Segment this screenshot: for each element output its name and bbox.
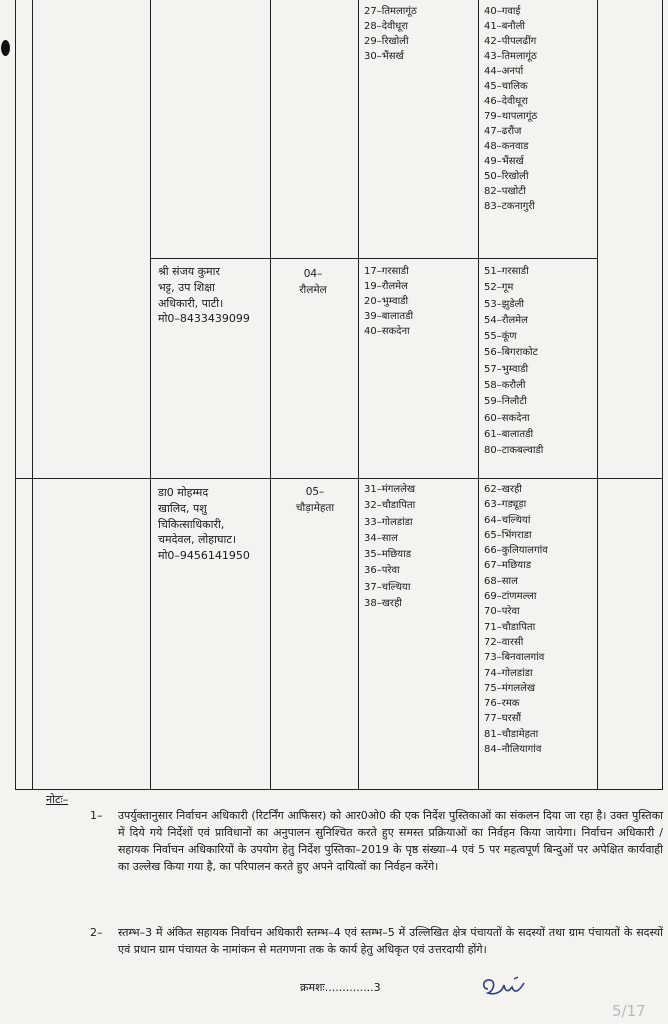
list-item: 41–बनौली (484, 21, 525, 32)
list-item: 63–गड्यूड़ा (484, 499, 527, 511)
list-item: 65–भिंगराडा (484, 529, 532, 541)
list-item: 60–सकदेना (484, 412, 530, 424)
block-title: चौड़ामेहता (295, 502, 335, 514)
list-item: 47–ढरौंज (484, 126, 522, 137)
officer-details (158, 485, 250, 564)
list-item: 56–बिगराकोट (484, 347, 538, 359)
list-item: 17–गरसाडी (364, 266, 409, 277)
list-item: 61–बालातडी (484, 428, 534, 440)
list-item: 58–करौली (484, 380, 526, 392)
gram-panchayat-list (484, 264, 543, 460)
note-text: उपर्युक्तानुसार निर्वाचन अधिकारी (रिटर्निंग आफिसर) को आर0ओ0 की एक निर्देश पुस्तिकाओं का संकलन दिया जा रहा है। उक्त पुस्तिका में दिये गये निर्देशों एवं प्राविधानों का अनुपालन सुनिश्चित करते हुए समस्त प्रक्रियाओं का निर्वहन किया जायेगा। निर्वाचन अधिकारी / सहायक निर्वाचन अधिकारियों के उपयोग हेतु निर्देश पुस्तिका–2019 के पृष्ठ संख्या–4 एवं 5 पर महत्वपूर्ण बिन्दुओं पर अपेक्षित कार्यवाही का उल्लेख किया गया है, का परिपालन करते हुए अपने दायित्वों का निर्वहन करेंगे। (118, 809, 663, 873)
list-item: 57–भुम्वाडी (484, 363, 529, 375)
list-item: 28–देवीधूरा (364, 21, 409, 32)
list-item: 81–चौडामेहता (484, 728, 539, 740)
gram-panchayat-list (484, 482, 548, 757)
list-item: 75–मंगललेख (484, 682, 536, 694)
list-item: 42–पीपलढींग (484, 36, 537, 47)
officer-details (158, 264, 250, 327)
list-item: 48–कनवाड (484, 141, 529, 152)
block-name (283, 266, 343, 298)
ward-members-list (364, 4, 417, 64)
list-item: 51–गरसाडी (484, 266, 529, 277)
block-code: 04– (303, 268, 323, 280)
list-item: 70–परेवा (484, 606, 520, 618)
list-item: 59–निलौटी (484, 396, 527, 408)
list-item: 53–झुडेली (484, 298, 525, 310)
list-item: 46–देवीधूरा (484, 96, 529, 107)
punch-hole (1, 40, 10, 56)
officer-line: मो0–9456141950 (158, 549, 250, 563)
list-item: 54–रौलमेल (484, 314, 528, 326)
list-item: 68–साल (484, 575, 518, 587)
list-item: 35–मछियाड (364, 549, 412, 561)
list-item: 30–भैंसर्ख (364, 51, 404, 62)
list-item: 74–गोलडांडा (484, 667, 533, 679)
list-item: 34–साल (364, 532, 398, 544)
list-item: 37–चल्थिया (364, 581, 411, 593)
ward-members-list (364, 264, 413, 339)
list-item: 27–तिमलागूंठ (364, 6, 417, 17)
list-item: 67–मछियाड (484, 560, 532, 572)
list-item: 20–भुम्वाडी (364, 296, 409, 307)
list-item: 40–सकदेना (364, 326, 410, 337)
note-text: स्तम्भ–3 में अंकित सहायक निर्वाचन अधिकारी स्तम्भ–4 एवं स्तम्भ–5 में उल्लिखित क्षेत्र पंचायतों के सदस्यों तथा ग्राम पंचायतों के सदस्यों एवं प्रधान ग्राम पंचायत के नामांकन से मतगणना तक के कार्य हेतु अधिकृत एवं उत्तरदायी होंगे। (118, 926, 663, 956)
page-number: 5/17 (612, 1002, 646, 1020)
list-item: 77–घरसौं (484, 713, 522, 725)
officer-line: अधिकारी, पाटी। (158, 296, 224, 310)
officer-line: भट्ट, उप शिक्षा (158, 280, 215, 294)
list-item: 82–पखोटी (484, 186, 526, 197)
list-item: 76–रमक (484, 698, 520, 710)
list-item: 36–परेवा (364, 565, 400, 577)
list-item: 64–चल्थियां (484, 514, 531, 526)
list-item: 43–तिमलागूंठ (484, 51, 537, 62)
list-item: 83–टकनागुरी (484, 201, 535, 212)
list-item: 72–वारसी (484, 636, 524, 648)
officer-line: खालिद, पशु (158, 501, 207, 515)
block-code: 05– (305, 486, 325, 498)
list-item: 52–गूम (484, 282, 514, 294)
list-item: 69–टांणमल्ला (484, 591, 537, 603)
list-item: 62–खरही (484, 484, 522, 495)
officer-line: श्री संजय कुमार (158, 265, 220, 278)
list-item: 49–भैंसर्ख (484, 156, 524, 167)
list-item: 31–मंगललेख (364, 484, 416, 495)
officer-line: चमदेवल, लोहाघाट। (158, 533, 237, 547)
list-item: 38–खरही (364, 598, 402, 610)
note-number: 1– (90, 809, 103, 822)
officer-line: मो0–8433439099 (158, 312, 250, 326)
list-item: 32–चौडापिता (364, 500, 416, 512)
notes-title: नोटः– (46, 793, 69, 806)
gram-panchayat-list (484, 4, 537, 214)
list-item: 80–टाकबल्वाडी (484, 445, 544, 457)
block-title: रौलमेल (299, 284, 327, 296)
list-item: 71–चौडापिता (484, 621, 536, 633)
list-item: 84–नौलियागांव (484, 744, 542, 756)
list-item: 40–गवाई (484, 6, 521, 17)
list-item: 29–रिखोली (364, 36, 409, 47)
list-item: 55–कूंण (484, 331, 517, 343)
list-item: 73–बिनवालगांव (484, 652, 545, 664)
continued-text: क्रमशः..............3 (300, 981, 381, 994)
list-item: 44–अनर्पा (484, 66, 524, 77)
officer-line: डा0 मोहम्मद (158, 486, 209, 499)
list-item: 33–गोलडांडा (364, 516, 413, 528)
list-item: 39–बालातडी (364, 311, 414, 322)
list-item: 50–रिखोली (484, 171, 529, 182)
note-number: 2– (90, 926, 103, 939)
block-name (280, 484, 350, 516)
list-item: 79–थापलागूंठ (484, 111, 538, 122)
officer-line: चिकित्साधिकारी, (158, 517, 225, 531)
signature-mark (478, 975, 530, 1005)
ward-members-list (364, 482, 415, 612)
list-item: 45–चालिक (484, 81, 528, 92)
list-item: 66–कुलियालगांव (484, 545, 548, 557)
list-item: 19–रौलमेल (364, 281, 408, 292)
